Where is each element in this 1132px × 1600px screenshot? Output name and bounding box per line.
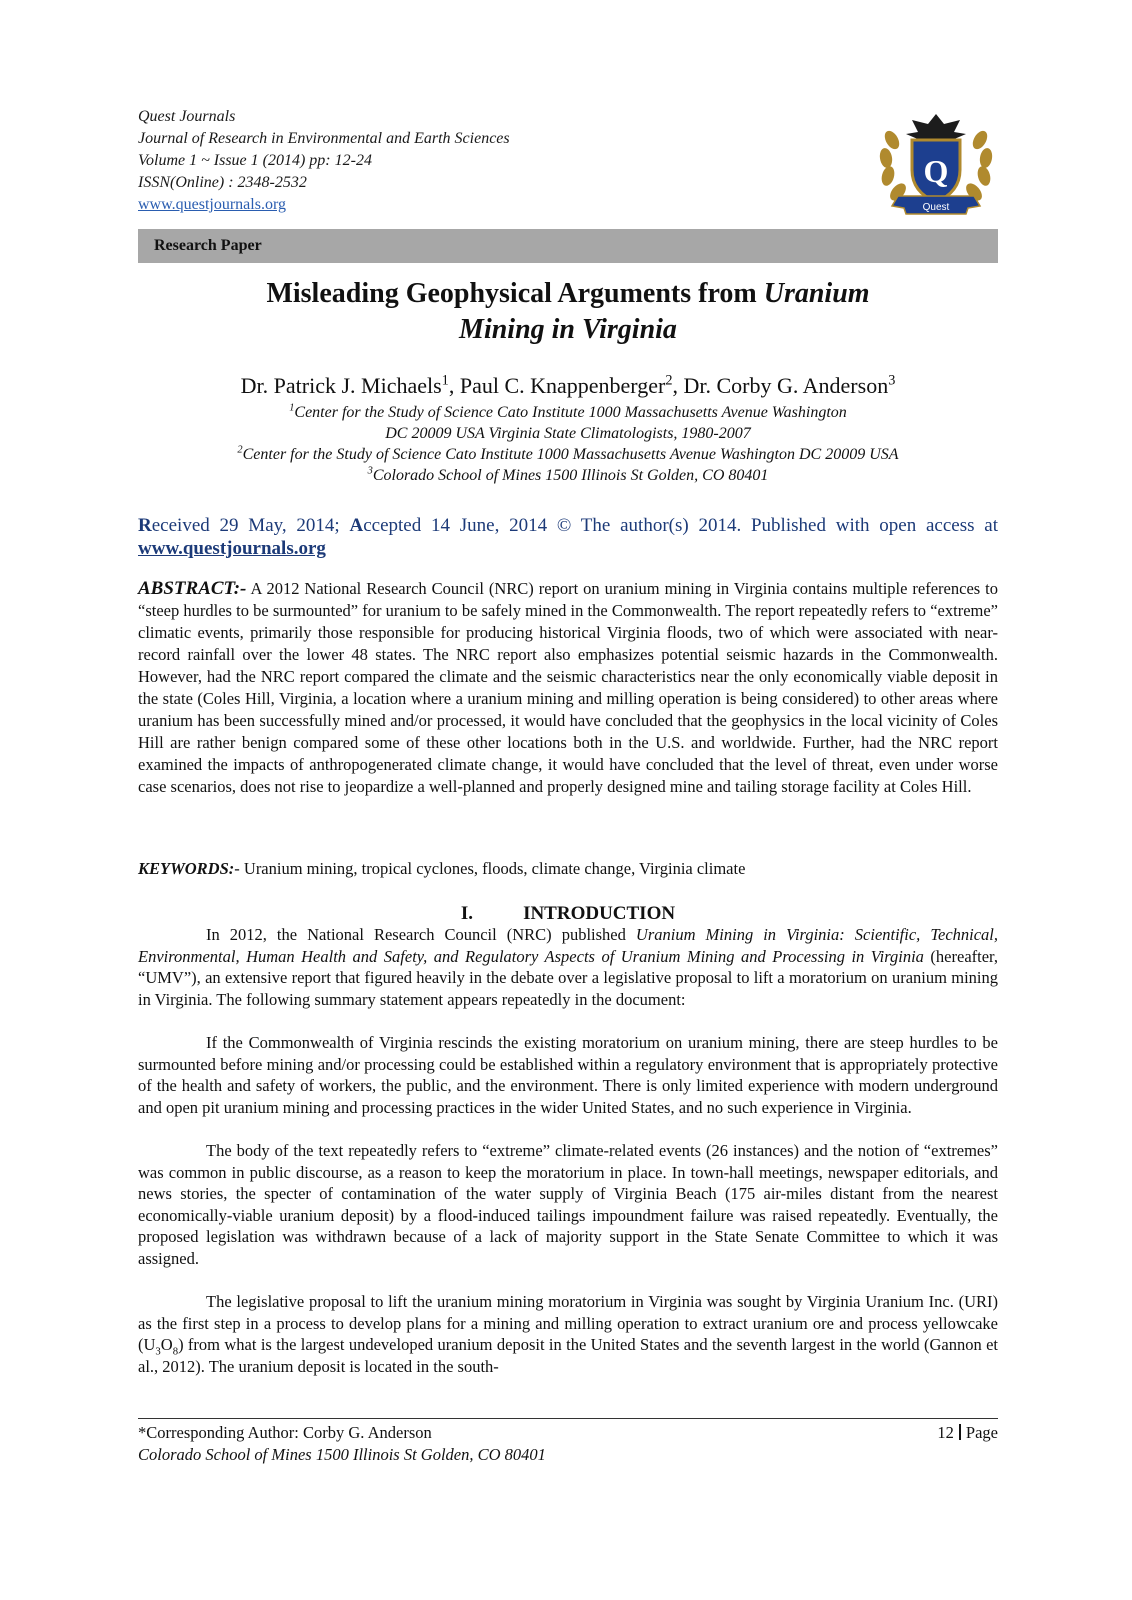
affil-1-line1: Center for the Study of Science Cato Institute 1000 Massachusetts Avenue Washington <box>294 404 847 421</box>
section-number: I. <box>460 903 474 924</box>
formula-sub-8: 8 <box>172 1345 179 1358</box>
formula-oxygen: O <box>160 1335 173 1355</box>
intro-paragraph-2: If the Commonwealth of Virginia rescinds the existing moratorium on uranium mining, there are steep hurdles to be surmounted before mining and/or processing could be established within a regulatory environment that is appropriately protective of the health and safety of workers, the public, and the environment. There is only limited experience with modern underground and open pit uranium mining and processing practices in the wider United States, and no such experience in Virginia. <box>138 1032 998 1117</box>
author-2-sup: 2 <box>665 372 673 389</box>
affil-1-line2: DC 20009 USA Virginia State Climatologists, 1980-2007 <box>385 425 751 442</box>
affil-3-sup: 3 <box>367 465 373 477</box>
footer-left <box>138 1422 546 1466</box>
logo-text: Quest <box>922 202 950 213</box>
section-title: INTRODUCTION <box>523 903 676 924</box>
intro-p4-text-a: The legislative proposal to lift the uranium mining moratorium in Virginia was sought by Virginia Uranium Inc. (URI) as the first step in a process to develop plans for a mining and milling operation to extract uranium ore and process yellowcake (U <box>138 1292 998 1355</box>
page-number-value: 12 <box>937 1423 954 1442</box>
section-heading <box>138 903 998 925</box>
intro-p1-text-a: In 2012, the National Research Council (NRC) published <box>206 925 636 944</box>
corresponding-author: *Corresponding Author: Corby G. Anderson <box>138 1423 432 1442</box>
received-initial: R <box>138 515 152 536</box>
author-1-sup: 1 <box>441 372 449 389</box>
intro-paragraph-1 <box>138 924 998 1010</box>
abstract <box>138 578 998 798</box>
affil-2: Center for the Study of Science Cato Institute 1000 Massachusetts Avenue Washington DC 20009 USA <box>242 446 899 463</box>
author-3-sup: 3 <box>888 372 896 389</box>
title-line1-italic: Uranium <box>763 278 870 309</box>
page-separator <box>959 1424 961 1440</box>
keywords-label: KEYWORDS: <box>138 859 235 878</box>
journal-header <box>138 106 510 216</box>
author-1: Dr. Patrick J. Michaels <box>240 373 442 398</box>
publication-dates <box>138 514 998 560</box>
introduction-body <box>138 924 998 1399</box>
affil-2-sup: 2 <box>237 444 243 456</box>
accepted-date: ccepted 14 June, 2014 © The author(s) 2014. Published with open access at <box>363 515 998 536</box>
footer-divider <box>138 1418 998 1419</box>
abstract-label: ABSTRACT:- <box>138 578 247 599</box>
formula-sub-3: 3 <box>155 1345 161 1358</box>
accepted-initial: A <box>349 515 364 536</box>
intro-p1-text-b: (hereafter, “UMV”), an extensive report that figured heavily in the debate over a legislative proposal to lift a moratorium on uranium mining in Virginia. The following summary statement appears repeatedly in the document: <box>138 946 998 1009</box>
journal-publisher: Quest Journals <box>138 108 236 125</box>
paper-title <box>138 276 998 348</box>
paper-type-bar <box>138 229 998 263</box>
journal-name: Journal of Research in Environmental and Earth Sciences <box>138 130 510 147</box>
intro-paragraph-3: The body of the text repeatedly refers to “extreme” climate-related events (26 instances) and the notion of “extremes” was common in public discourse, as a reason to keep the moratorium in place. In town-hall meetings, newspaper editorials, and news stories, the specter of contamination of the water supply of Virginia Beach (175 air-miles distant from the nearest economically-viable uranium deposit) by a flood-induced tailings impoundment failure was raised repeatedly. Eventually, the proposed legislation was withdrawn because of a lack of majority support in the State Senate Committee to which it was assigned. <box>138 1140 998 1268</box>
title-line2: Mining in Virginia <box>459 314 677 345</box>
affiliations <box>138 402 998 486</box>
journal-site-link[interactable]: www.questjournals.org <box>138 538 326 559</box>
received-date: eceived 29 May, 2014; <box>151 515 350 536</box>
page-label: Page <box>965 1423 998 1442</box>
page-number <box>937 1422 998 1444</box>
corresponding-address: Colorado School of Mines 1500 Illinois St Golden, CO 80401 <box>138 1445 546 1464</box>
quest-logo-icon <box>876 110 996 216</box>
keywords-text: - Uranium mining, tropical cyclones, floods, climate change, Virginia climate <box>234 859 746 878</box>
author-2: Paul C. Knappenberger <box>459 373 666 398</box>
author-3: Dr. Corby G. Anderson <box>683 373 889 398</box>
abstract-text: A 2012 National Research Council (NRC) report on uranium mining in Virginia contains multiple references to “steep hurdles to be surmounted” for uranium to be safely mined in the Commonwealth. The report repeatedly refers to “extreme” climatic events, primarily those responsible for producing historical Virginia floods, two of which were associated with near-record rainfall over the lower 48 states. The NRC report also emphasizes potential seismic hazards in the Commonwealth. However, had the NRC report compared the climate and the seismic characteristics near the only economically viable deposit in the state (Coles Hill, Virginia, a location where a uranium mining and milling operation is being considered) to other areas where uranium has been successfully mined and/or processed, it would have concluded that the geophysics in the local vicinity of Coles Hill are rather benign compared some of these other locations both in the U.S. and worldwide. Further, had the NRC report examined the impacts of anthropogenerated climate change, it would have concluded that the level of threat, even under worse case scenarios, does not rise to jeopardize a well-planned and properly designed mine and tailing storage facility at Coles Hill. <box>138 579 998 796</box>
journal-volume: Volume 1 ~ Issue 1 (2014) pp: 12-24 <box>138 152 372 169</box>
intro-p1-report-title: Uranium Mining in Virginia: Scientific, Technical, Environmental, Human Health and Safety, and Regulatory Aspects of Uranium Mining and Processing in Virginia <box>138 925 999 966</box>
svg-text:Q: Q <box>923 153 949 189</box>
author-list: Dr. Patrick J. Michaels$^1$, Paul C. Knappenberger$^2$, Dr. Corby G. Anderson$^3$ <box>240 372 896 398</box>
affil-3: Colorado School of Mines 1500 Illinois St Golden, CO 80401 <box>372 467 769 484</box>
keywords <box>138 858 998 880</box>
intro-p4-text-b: ) from what is the largest undeveloped uranium deposit in the United States and the seventh largest in the world (Gannon et al., 2012). The uranium deposit is located in the south- <box>138 1335 998 1376</box>
journal-issn: ISSN(Online) : 2348-2532 <box>138 174 307 191</box>
title-line1: Misleading Geophysical Arguments from <box>266 278 764 309</box>
affil-1-sup: 1 <box>289 402 295 414</box>
paper-type: Research Paper <box>154 237 262 254</box>
journal-url-link[interactable]: www.questjournals.org <box>138 196 286 213</box>
intro-paragraph-4 <box>138 1291 998 1377</box>
